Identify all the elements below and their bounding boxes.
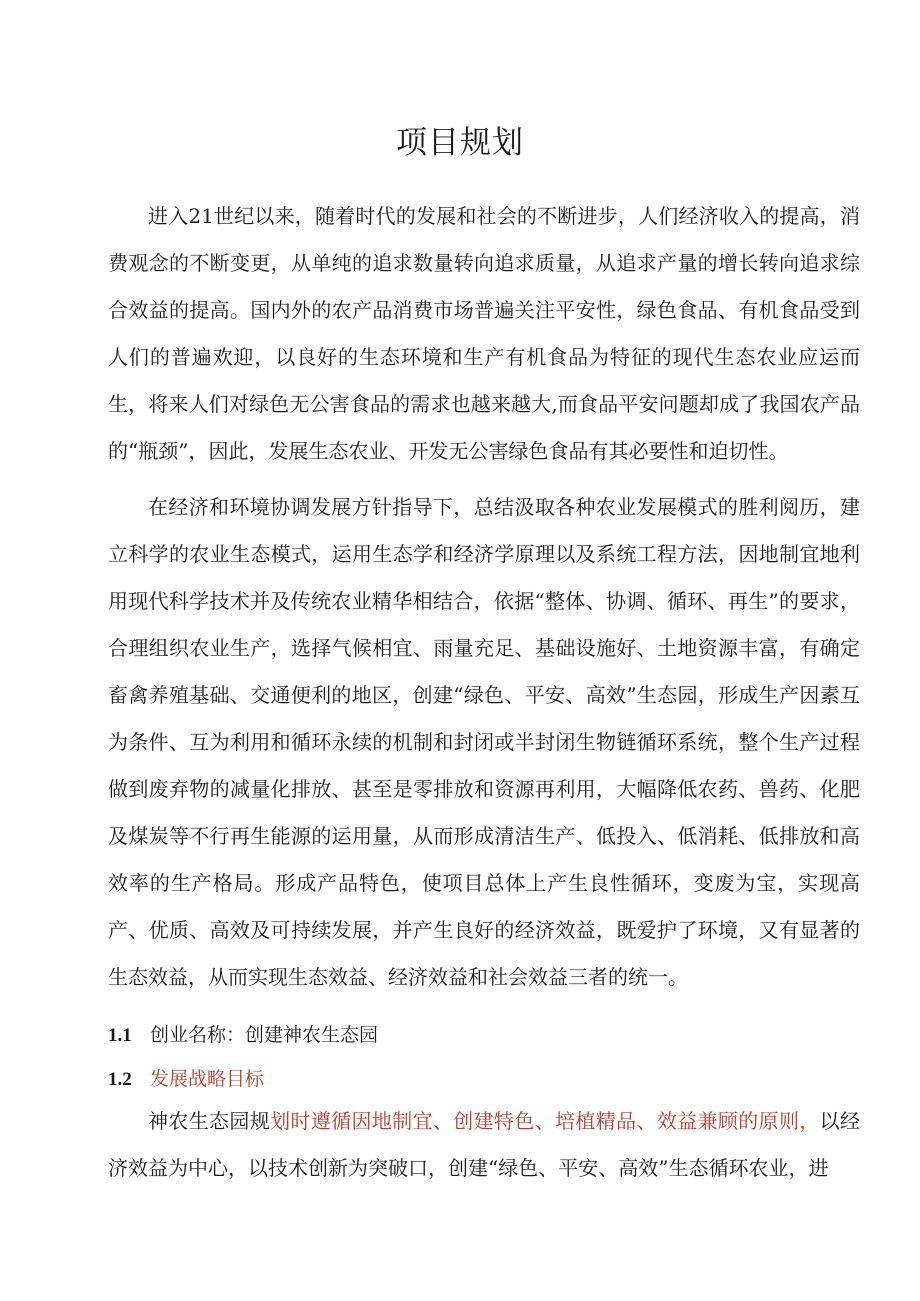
body-paragraph-3: [108, 1098, 860, 1192]
highlighted-text: 划时遵循因地制宜、创建特色、培植精品、效益兼顾的原则，: [270, 1109, 820, 1133]
paragraph-text: 以经济效益为中心，以技术创新为突破口，创建“绿色、平安、高效”生态循环农业，进: [108, 1109, 861, 1180]
section-heading-1-2: [108, 1061, 860, 1098]
body-paragraph-1: 进入21世纪以来，随着时代的发展和社会的不断进步，人们经济收入的提高，消费观念的不断变更，从单纯的追求数量转向追求质量，从追求产量的增长转向追求综合效益的提高。国内外的农产品消费市场普遍关注平安性，绿色食品、有机食品受到人们的普遍欢迎，以良好的生态环境和生产有机食品为特征的现代生态农业应运而生，将来人们对绿色无公害食品的需求也越来越大,而食品平安问题却成了我国农产品的“瓶颈”，因此，发展生态农业、开发无公害绿色食品有其必要性和迫切性。: [108, 204, 860, 463]
paragraph-text: 神农生态园规: [148, 1109, 271, 1133]
section-heading-1-1: [108, 1017, 860, 1054]
section-number: 1.2: [108, 1069, 132, 1090]
body-paragraph-2: 在经济和环境协调发展方针指导下，总结汲取各种农业发展模式的胜利阅历，建立科学的农业生态模式，运用生态学和经济学原理以及系统工程方法，因地制宜地利用现代科学技术并及传统农业精华相结合，依据“整体、协调、循环、再生”的要求，合理组织农业生产，选择气候相宜、雨量充足、基础设施好、土地资源丰富，有确定畜禽养殖基础、交通便利的地区，创建“绿色、平安、高效”生态园，形成生产因素互为条件、互为利用和循环永续的机制和封闭或半封闭生物链循环系统，整个生产过程做到废弃物的减量化排放、甚至是零排放和资源再利用，大幅降低农药、兽药、化肥及煤炭等不行再生能源的运用量，从而形成清洁生产、低投入、低消耗、低排放和高效率的生产格局。形成产品特色，使项目总体上产生良性循环，变废为宝，实现高产、优质、高效及可持续发展，并产生良好的经济效益，既爱护了环境，又有显著的生态效益，从而实现生态效益、经济效益和社会效益三者的统一。: [108, 495, 860, 989]
section-number: 1.1: [108, 1025, 132, 1046]
page-title: 项目规划: [396, 125, 524, 161]
section-label: 发展战略目标: [150, 1068, 265, 1090]
section-label: 创业名称：创建神农生态园: [150, 1024, 379, 1046]
